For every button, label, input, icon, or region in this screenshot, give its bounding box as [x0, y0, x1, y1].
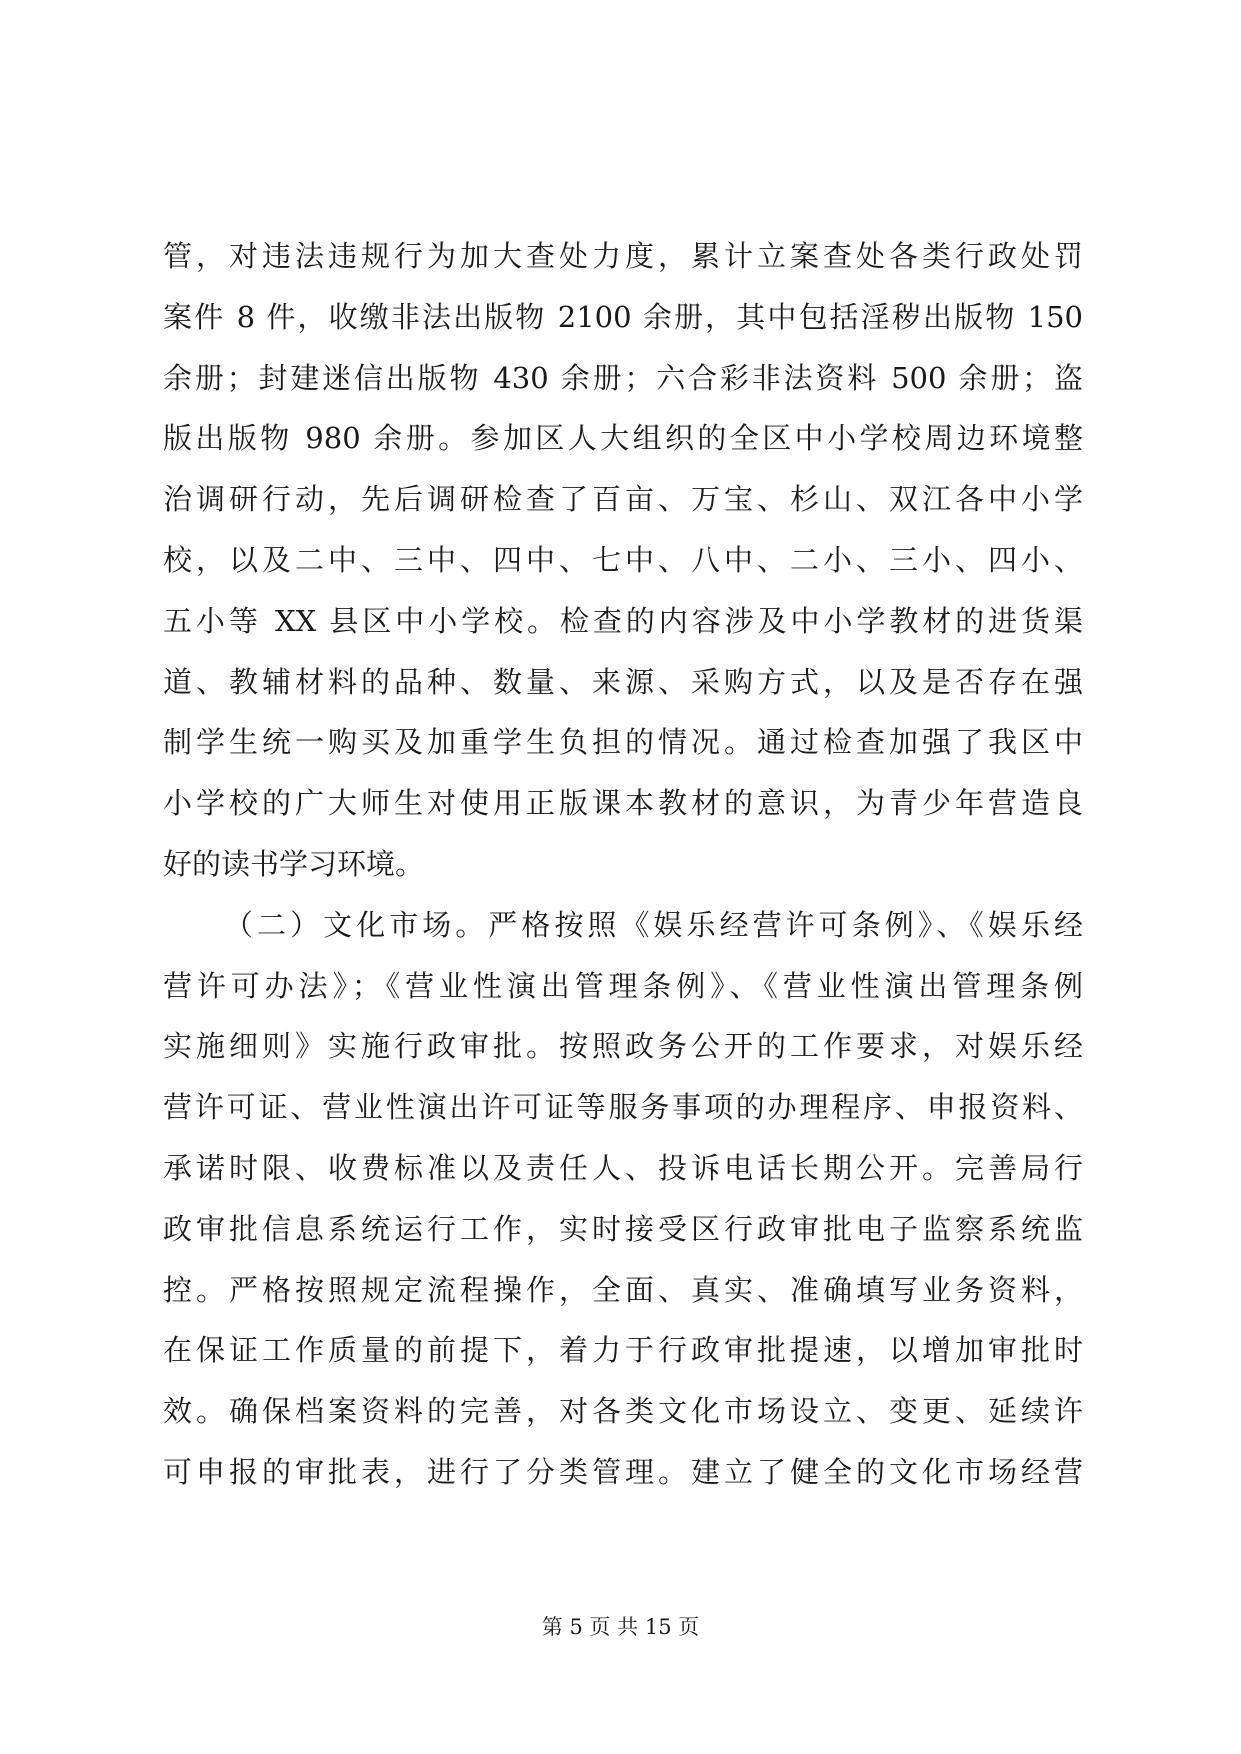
page-number-label: 第 5 页 共 15 页	[541, 1615, 700, 1639]
text-line: （二）文化市场。严格按照《娱乐经营许可条例》、《娱乐经	[224, 907, 1083, 942]
text-line: 实施细则》实施行政审批。按照政务公开的工作要求，对娱乐经	[163, 1029, 1083, 1064]
text-line: 政审批信息系统运行工作，实时接受区行政审批电子监察系统监	[163, 1211, 1083, 1246]
text-line: 五小等 XX 县区中小学校。检查的内容涉及中小学教材的进货渠	[163, 603, 1083, 638]
text-line: 在保证工作质量的前提下，着力于行政审批提速，以增加审批时	[163, 1333, 1083, 1368]
page-footer	[0, 1612, 1241, 1642]
text-line: 小学校的广大师生对使用正版课本教材的意识，为青少年营造良	[163, 786, 1083, 821]
text-line: 管，对违法违规行为加大查处力度，累计立案查处各类行政处罚	[163, 239, 1083, 273]
text-line: 校，以及二中、三中、四中、七中、八中、二小、三小、四小、	[163, 542, 1083, 577]
text-line: 可申报的审批表，进行了分类管理。建立了健全的文化市场经营	[163, 1454, 1083, 1489]
text-line: 余册；封建迷信出版物 430 余册；六合彩非法资料 500 余册；盗	[163, 360, 1083, 395]
text-line: 治调研行动，先后调研检查了百亩、万宝、杉山、双江各中小学	[163, 482, 1083, 517]
text-line: 承诺时限、收费标准以及责任人、投诉电话长期公开。完善局行	[163, 1150, 1083, 1185]
paragraph-1	[163, 226, 1083, 895]
paragraph-2	[163, 895, 1083, 1503]
body-text	[163, 226, 1083, 1503]
text-line: 道、教辅材料的品种、数量、来源、采购方式，以及是否存在强	[163, 664, 1083, 699]
text-line: 版出版物 980 余册。参加区人大组织的全区中小学校周边环境整	[163, 421, 1083, 456]
text-line: 制学生统一购买及加重学生负担的情况。通过检查加强了我区中	[163, 725, 1083, 760]
text-line: 营许可办法》；《营业性演出管理条例》、《营业性演出管理条例	[163, 968, 1083, 1003]
text-line: 效。确保档案资料的完善，对各类文化市场设立、变更、延续许	[163, 1394, 1083, 1429]
text-line: 好的读书学习环境。	[163, 846, 425, 881]
text-line: 案件 8 件，收缴非法出版物 2100 余册，其中包括淫秽出版物 150	[163, 299, 1083, 334]
text-line: 控。严格按照规定流程操作，全面、真实、准确填写业务资料，	[163, 1272, 1083, 1307]
text-line: 营许可证、营业性演出许可证等服务事项的办理程序、申报资料、	[163, 1090, 1083, 1125]
